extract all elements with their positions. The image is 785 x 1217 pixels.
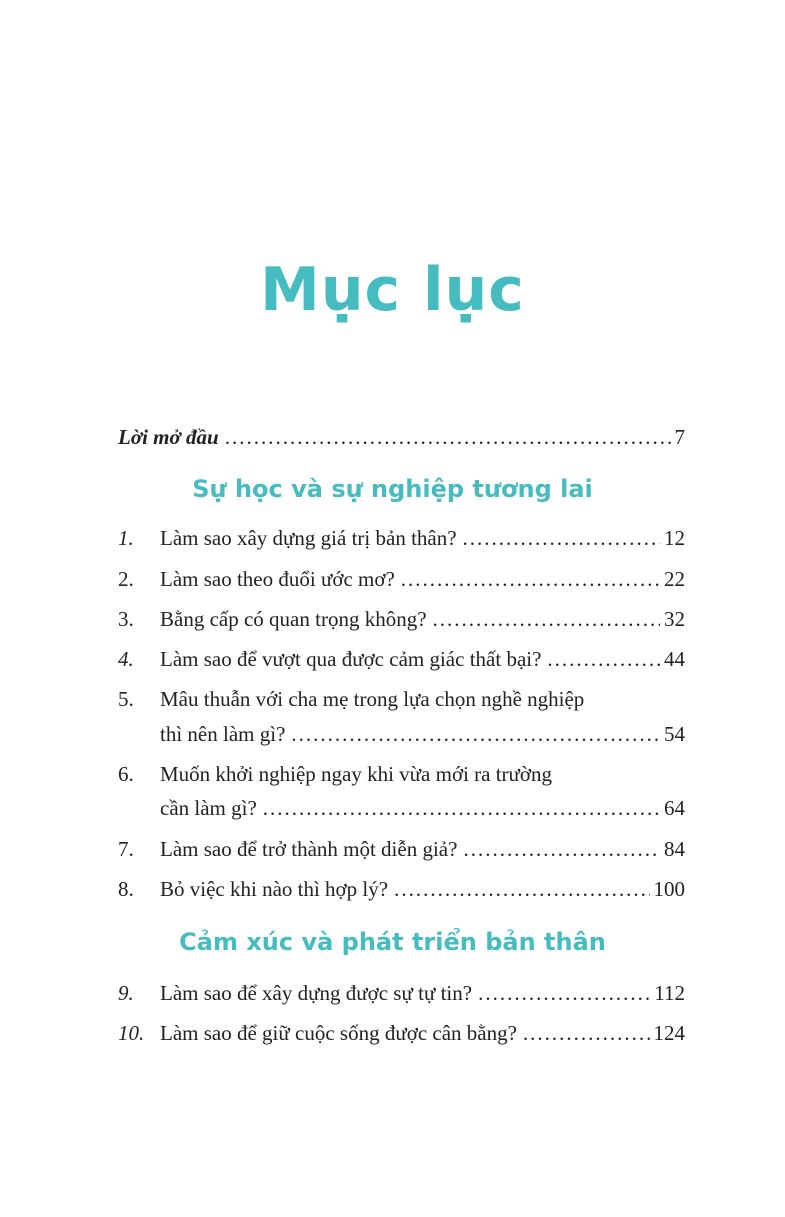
toc-entry-number: 4.: [118, 647, 134, 671]
toc-entry-title-continued: thì nên làm gì?: [160, 722, 286, 746]
toc-page-number: 22: [664, 567, 685, 591]
section-heading-2: Cảm xúc và phát triển bản thân: [179, 928, 606, 956]
toc-entry-number: 7.: [118, 837, 134, 861]
toc-intro-label: Lời mở đầu: [118, 425, 219, 449]
toc-entry-number: 1.: [118, 526, 134, 550]
dot-leader: [463, 836, 660, 862]
dot-leader: [547, 646, 660, 672]
toc-entry-title: Làm sao để vượt qua được cảm giác thất bại?: [160, 647, 542, 671]
toc-entry-10[interactable]: [118, 1020, 685, 1046]
toc-entry-9[interactable]: [118, 980, 685, 1006]
toc-entry-4[interactable]: [118, 646, 685, 672]
toc-entry-title: Muốn khởi nghiệp ngay khi vừa mới ra trường: [160, 762, 553, 786]
dot-leader: [225, 424, 671, 450]
toc-intro-entry[interactable]: [118, 424, 685, 450]
toc-entry-number: 3.: [118, 607, 134, 631]
section-heading-1: Sự học và sự nghiệp tương lai: [192, 475, 593, 503]
toc-entry-number: 5.: [118, 687, 134, 711]
toc-entry-6-line-1[interactable]: [118, 761, 685, 787]
toc-entry-1[interactable]: [118, 525, 685, 551]
toc-entry-title: Làm sao để xây dựng được sự tự tin?: [160, 981, 473, 1005]
toc-entry-number: 2.: [118, 567, 134, 591]
toc-entry-6-line-2[interactable]: [118, 795, 685, 821]
dot-leader: [291, 721, 660, 747]
toc-entry-title: Bỏ việc khi nào thì hợp lý?: [160, 877, 389, 901]
toc-page-number: 64: [664, 796, 685, 820]
toc-entry-title: Làm sao theo đuổi ước mơ?: [160, 567, 395, 591]
toc-entry-number: 8.: [118, 877, 134, 901]
toc-page-number: 32: [664, 607, 685, 631]
toc-entry-title: Bằng cấp có quan trọng không?: [160, 607, 427, 631]
toc-entry-8[interactable]: [118, 876, 685, 902]
toc-entry-5-line-2[interactable]: [118, 721, 685, 747]
toc-entry-7[interactable]: [118, 836, 685, 862]
toc-entry-title-continued: cần làm gì?: [160, 796, 257, 820]
toc-entry-title: Làm sao để giữ cuộc sống được cân bằng?: [160, 1021, 517, 1045]
page-title: Mục lục: [260, 255, 525, 325]
toc-page-number: 44: [664, 647, 685, 671]
toc-page-number: 124: [653, 1021, 685, 1045]
dot-leader: [263, 795, 660, 821]
dot-leader: [401, 566, 660, 592]
toc-entry-number: 10.: [118, 1021, 145, 1045]
toc-page-number: 12: [664, 526, 685, 550]
toc-entry-title: Làm sao để trở thành một diễn giả?: [160, 837, 458, 861]
dot-leader: [523, 1020, 650, 1046]
toc-entry-number: 6.: [118, 762, 134, 786]
toc-page-number: 100: [653, 877, 685, 901]
toc-entry-title: Làm sao xây dựng giá trị bản thân?: [160, 526, 457, 550]
dot-leader: [394, 876, 649, 902]
dot-leader: [463, 525, 660, 551]
toc-page-number: 7: [674, 425, 685, 449]
toc-page-number: 112: [654, 981, 685, 1005]
toc-entry-number: 9.: [118, 981, 134, 1005]
toc-entry-5-line-1[interactable]: [118, 686, 685, 712]
dot-leader: [478, 980, 650, 1006]
toc-entry-title: Mâu thuẫn với cha mẹ trong lựa chọn nghề nghiệp: [160, 687, 585, 711]
toc-entry-3[interactable]: [118, 606, 685, 632]
toc-entry-2[interactable]: [118, 566, 685, 592]
dot-leader: [433, 606, 660, 632]
toc-page-number: 54: [664, 722, 685, 746]
toc-page-number: 84: [664, 837, 685, 861]
